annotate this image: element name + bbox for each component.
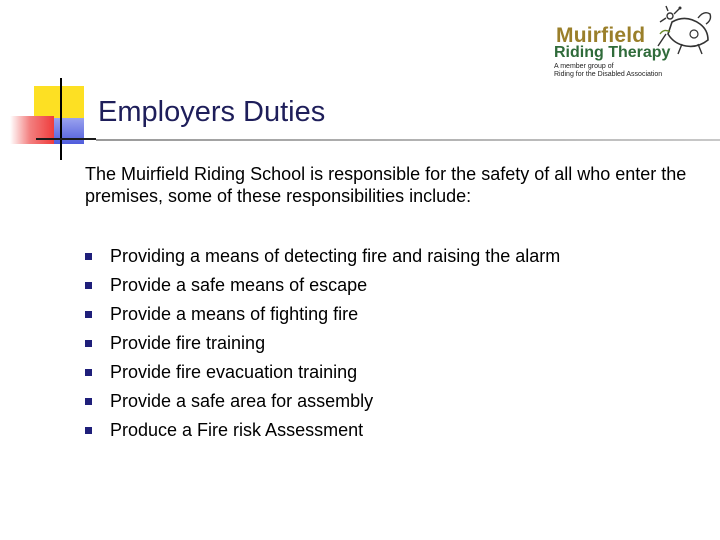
decor-blue-square xyxy=(54,118,84,144)
list-item xyxy=(85,332,560,361)
list-item xyxy=(85,245,560,274)
list-item xyxy=(85,361,560,390)
list-item-text: Provide a safe means of escape xyxy=(110,275,368,295)
intro-paragraph: The Muirfield Riding School is responsible for the safety of all who enter the premises, some of these responsibilities include: xyxy=(85,164,687,206)
logo-tagline-line2: Riding for the Disabled Association xyxy=(554,71,663,78)
logo-tagline xyxy=(554,63,662,79)
list-item-text: Provide fire training xyxy=(110,333,266,353)
logo-subtitle: Riding Therapy xyxy=(554,44,671,61)
bullet-square-icon xyxy=(85,253,92,260)
bullet-square-icon xyxy=(85,398,92,405)
list-item-text: Provide a means of fighting fire xyxy=(110,304,359,324)
list-item-text: Provide fire evacuation training xyxy=(110,362,358,382)
bullet-square-icon xyxy=(85,282,92,289)
bullet-square-icon xyxy=(85,427,92,434)
decor-horizontal-line xyxy=(36,138,96,140)
list-item xyxy=(85,390,560,419)
list-item-text: Provide a safe area for assembly xyxy=(110,391,374,411)
muirfield-logo xyxy=(548,4,716,80)
slide-title: Employers Duties xyxy=(98,96,326,128)
list-item xyxy=(85,303,560,332)
bullet-square-icon xyxy=(85,369,92,376)
bullet-square-icon xyxy=(85,311,92,318)
list-item xyxy=(85,274,560,303)
title-underline xyxy=(96,139,720,141)
list-item xyxy=(85,419,560,448)
logo-tagline-line1: A member group of xyxy=(554,63,614,70)
responsibilities-list xyxy=(85,245,560,448)
list-item-text: Providing a means of detecting fire and raising the alarm xyxy=(110,246,561,266)
bullet-square-icon xyxy=(85,340,92,347)
logo-name: Muirfield xyxy=(556,24,646,47)
list-item-text: Produce a Fire risk Assessment xyxy=(110,420,364,440)
decor-vertical-line xyxy=(60,78,62,160)
